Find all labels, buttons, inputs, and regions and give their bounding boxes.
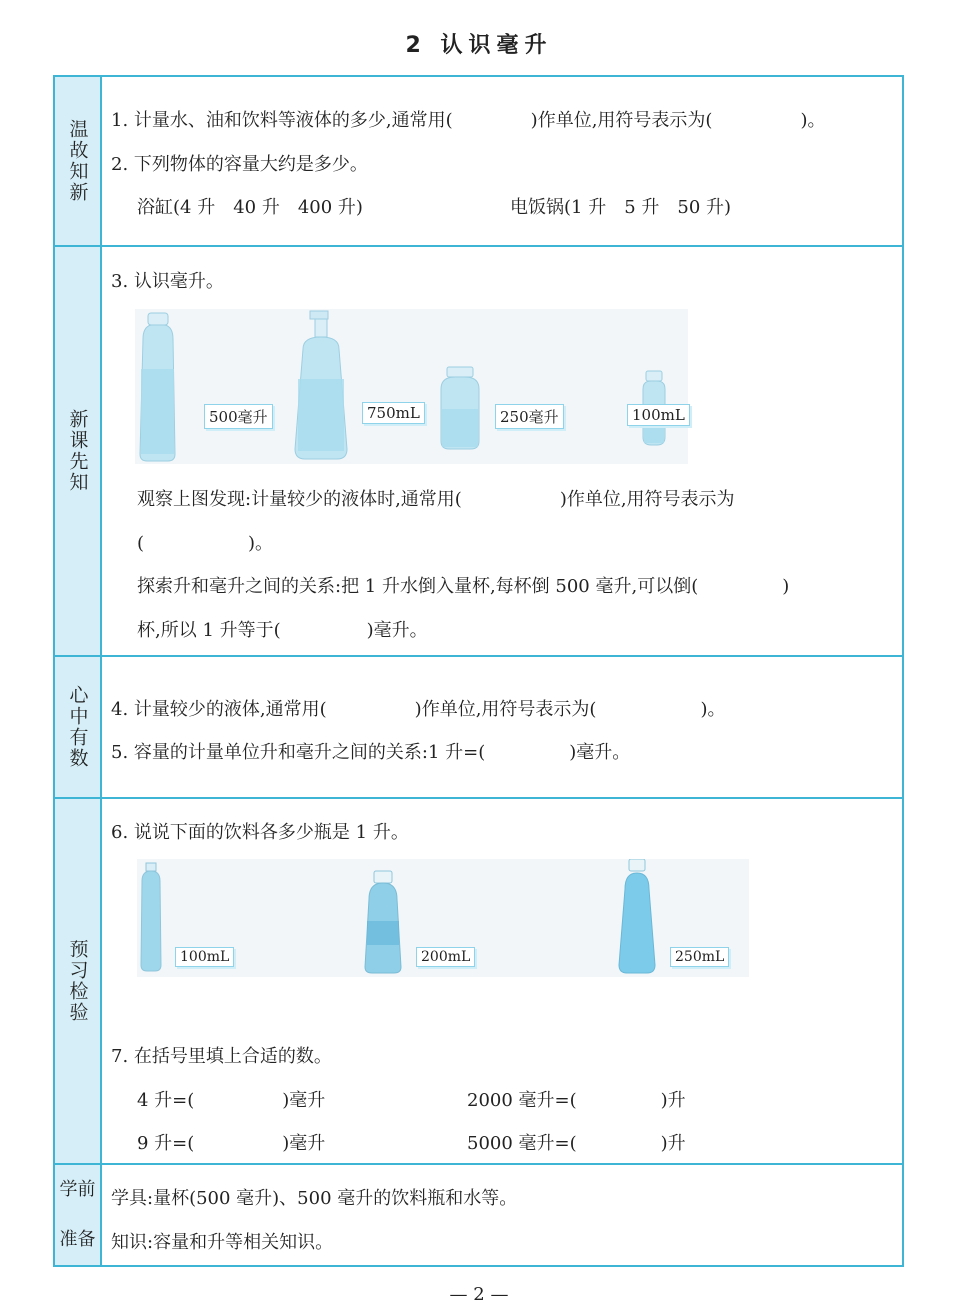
water-bottle-icon bbox=[140, 313, 175, 461]
prep-knowledge: 知识:容量和升等相关知识。 bbox=[111, 1232, 334, 1253]
pump-bottle-icon bbox=[295, 311, 347, 459]
section-mind bbox=[55, 657, 902, 799]
observe-line-1: 观察上图发现:计量较少的液体时,通常用( )作单位,用符号表示为 bbox=[137, 489, 735, 510]
page-title: 2 认识毫升 bbox=[405, 33, 553, 58]
bottles-image bbox=[135, 309, 688, 464]
section-review bbox=[55, 77, 902, 247]
drink-tag-1: 100mL bbox=[175, 947, 234, 967]
section-label-prep: 学前 准备 bbox=[55, 1165, 102, 1265]
explore-line-2: 杯,所以 1 升等于( )毫升。 bbox=[137, 620, 428, 641]
explore-line-1: 探索升和毫升之间的关系:把 1 升水倒入量杯,每杯倒 500 毫升,可以倒( ) bbox=[137, 576, 790, 597]
fill-item-3: 9 升=( )毫升 bbox=[137, 1133, 326, 1154]
section-label-preview: 预习检验 bbox=[55, 799, 102, 1163]
prep-tools: 学具:量杯(500 毫升)、500 毫升的饮料瓶和水等。 bbox=[111, 1188, 518, 1209]
fill-item-4: 5000 毫升=( )升 bbox=[467, 1133, 686, 1154]
bottle-tag-2: 750mL bbox=[362, 402, 425, 424]
observe-line-2: ( )。 bbox=[137, 533, 274, 554]
question-3: 3. 认识毫升。 bbox=[111, 271, 224, 292]
question-2: 2. 下列物体的容量大约是多少。 bbox=[111, 154, 368, 175]
page-number: — 2 — bbox=[449, 1284, 509, 1305]
bottle-tag-4: 100mL bbox=[627, 404, 690, 426]
bottle-tag-1: 500毫升 bbox=[204, 404, 273, 429]
ricecooker-options: 电饭锅(1 升 5 升 50 升) bbox=[510, 197, 732, 218]
fill-item-2: 2000 毫升=( )升 bbox=[467, 1090, 686, 1111]
question-1: 1. 计量水、油和饮料等液体的多少,通常用( )作单位,用符号表示为( )。 bbox=[111, 110, 826, 131]
section-label-new-lesson: 新课先知 bbox=[55, 247, 102, 655]
section-prep bbox=[55, 1165, 902, 1265]
section-new-lesson bbox=[55, 247, 902, 657]
small-drink-bottle-icon bbox=[141, 863, 161, 971]
section-preview bbox=[55, 799, 902, 1165]
bathtub-options: 浴缸(4 升 40 升 400 升) bbox=[137, 197, 363, 218]
question-4: 4. 计量较少的液体,通常用( )作单位,用符号表示为( )。 bbox=[111, 699, 726, 720]
bottles-illustration bbox=[135, 309, 688, 464]
large-drink-bottle-icon bbox=[619, 859, 655, 973]
bottle-tag-3: 250毫升 bbox=[495, 404, 564, 429]
section-label-mind: 心中有数 bbox=[55, 657, 102, 797]
question-7: 7. 在括号里填上合适的数。 bbox=[111, 1046, 332, 1067]
drink-tag-3: 250mL bbox=[670, 947, 729, 967]
question-6: 6. 说说下面的饮料各多少瓶是 1 升。 bbox=[111, 822, 409, 843]
question-5: 5. 容量的计量单位升和毫升之间的关系:1 升=( )毫升。 bbox=[111, 742, 631, 763]
medium-drink-bottle-icon bbox=[365, 871, 401, 973]
worksheet-table bbox=[53, 75, 904, 1267]
medicine-bottle-icon bbox=[441, 367, 479, 449]
fill-item-1: 4 升=( )毫升 bbox=[137, 1090, 326, 1111]
drink-tag-2: 200mL bbox=[416, 947, 475, 967]
section-label-review: 温故知新 bbox=[55, 77, 102, 245]
